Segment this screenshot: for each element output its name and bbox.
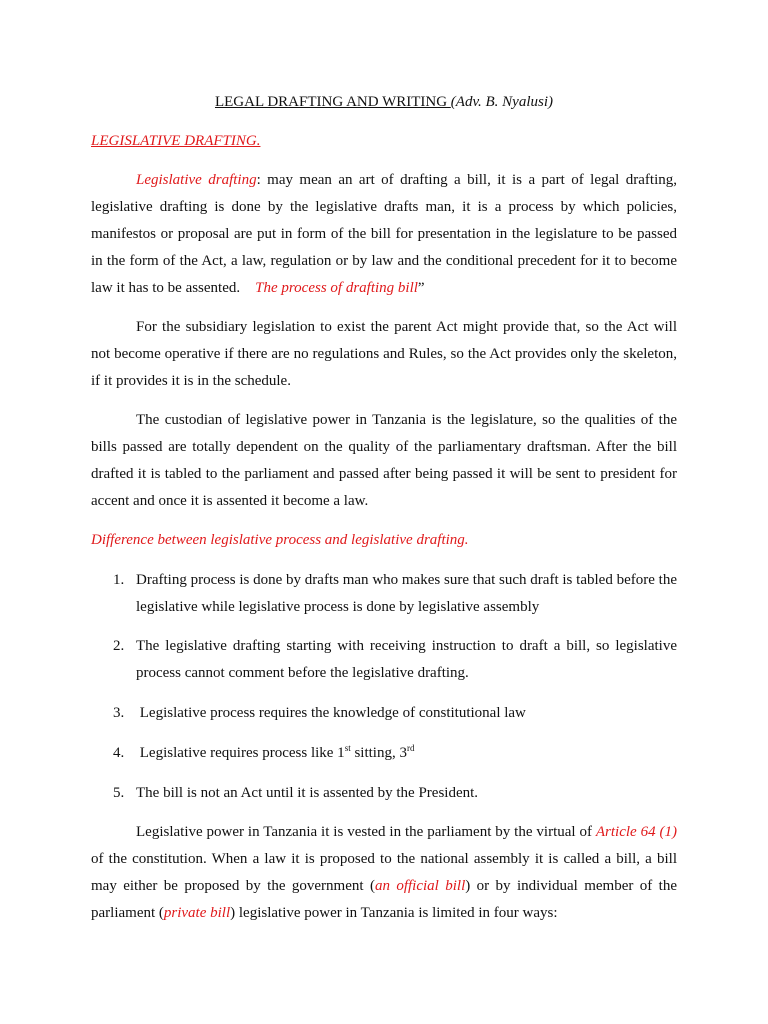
paragraph-subsidiary <box>91 314 677 395</box>
superscript-st: st <box>344 743 351 753</box>
paragraph-text: of the constitution. When a law it is proposed to the national assembly it is called a bill, a bill may either be proposed by the government ( <box>91 851 677 894</box>
document-title: LEGAL DRAFTING AND WRITING <box>214 94 451 110</box>
list-item <box>113 780 677 807</box>
difference-subheading: Difference between legislative process and legislative drafting. <box>91 532 469 548</box>
list-item-text: The legislative drafting starting with receiving instruction to draft a bill, so legislative process cannot comment before the legislative drafting. <box>136 638 677 681</box>
definition-body: : may mean an art of drafting a bill, it is a part of legal drafting, legislative drafting is done by the legislative drafts man, it is a process by which policies, manifestos or proposal are put in form of the bill for presentation in the legislature to be passed in the form of the Act, a law, regulation or by law and the conditional precedent for it to become law it has to be assented. <box>91 172 677 296</box>
paragraph-text: ) legislative power in Tanzania is limited in four ways: <box>230 905 558 921</box>
list-item-text-part: sitting, 3 <box>350 745 407 761</box>
paragraph-legislative-power <box>91 819 677 927</box>
list-item <box>113 700 677 727</box>
private-bill-term: private bill <box>163 905 231 921</box>
document-author: (Adv. B. Nyalusi) <box>450 94 553 110</box>
list-item <box>113 633 677 687</box>
section-heading: LEGISLATIVE DRAFTING. <box>91 133 261 149</box>
list-item-number: 3. <box>113 705 125 721</box>
paragraph-custodian-text: The custodian of legislative power in Tanzania is the legislature, so the qualities of the bills passed are totally dependent on the quality of the parliamentary draftsman. After the bill drafted it is tabled to the parliament and passed after being passed it will be sent to president for accent and once it is assented it become a law. <box>91 412 677 509</box>
definition-term: Legislative drafting <box>136 172 257 188</box>
definition-red-tail: The process of drafting bill <box>255 280 418 296</box>
list-item-number: 1. <box>113 572 125 588</box>
official-bill-term: an official bill <box>374 878 466 894</box>
list-item-text: Legislative process requires the knowledge of constitutional law <box>136 705 526 721</box>
paragraph-text: Legislative power in Tanzania it is vested in the parliament by the virtual of <box>136 824 596 840</box>
list-item-number: 2. <box>113 638 125 654</box>
list-item-text-part: Legislative requires process like 1 <box>136 745 345 761</box>
list-item-number: 4. <box>113 745 125 761</box>
superscript-rd: rd <box>406 743 415 753</box>
list-item-text: The bill is not an Act until it is assented by the President. <box>136 785 479 801</box>
paragraph-custodian <box>91 407 677 515</box>
paragraph-subsidiary-text: For the subsidiary legislation to exist the parent Act might provide that, so the Act will not become operative if there are no regulations and Rules, so the Act provides only the skeleton, if it provides it is in the schedule. <box>91 319 677 389</box>
list-item-text: Drafting process is done by drafts man who makes sure that such draft is tabled before the legislative while legislative process is done by legislative assembly <box>136 572 677 615</box>
list-item-text <box>136 740 677 767</box>
document-title-line <box>0 93 768 111</box>
list-item-number: 5. <box>113 785 125 801</box>
paragraph-text: ) or by individual member of the parliament ( <box>91 878 677 921</box>
article-reference: Article 64 (1) <box>595 824 677 840</box>
paragraph-definition <box>91 167 677 302</box>
list-item <box>113 567 677 621</box>
list-item <box>113 740 677 767</box>
definition-quote-end: ” <box>417 280 425 296</box>
